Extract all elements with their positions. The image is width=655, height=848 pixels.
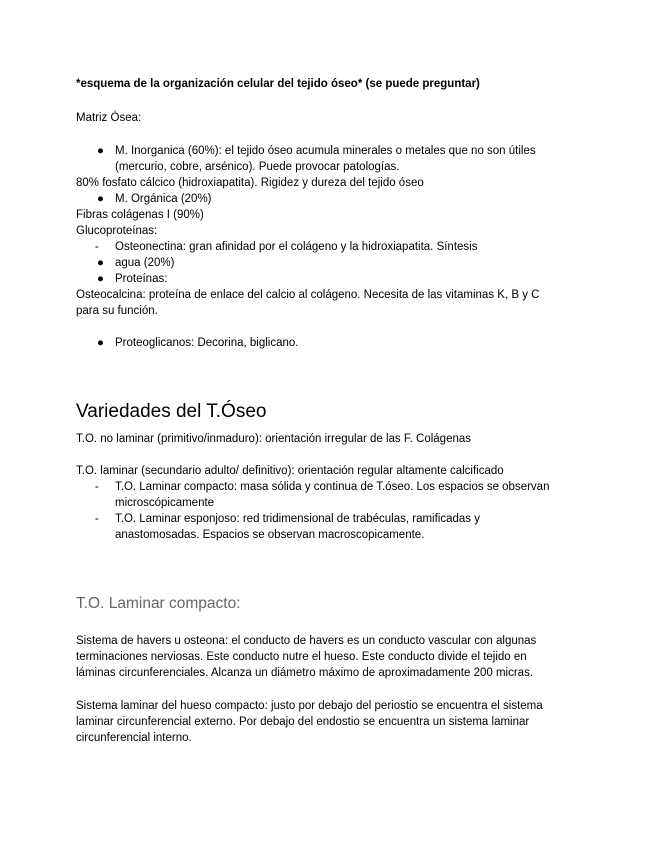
osteocalcina-line-2: para su función.	[76, 305, 158, 317]
compacto-line-1: T.O. Laminar compacto: masa sólida y continua de T.óseo. Los espacios se observan	[115, 481, 550, 493]
dash-marker: -	[95, 241, 99, 253]
no-laminar-line: T.O. no laminar (primitivo/inmaduro): orientación irregular de las F. Colágenas	[76, 433, 472, 445]
havers-line-3: láminas circunferenciales. Alcanza un diámetro máximo de aproximadamente 200 micras.	[76, 667, 534, 679]
bullet-marker: ●	[97, 273, 104, 285]
dash-marker: -	[95, 481, 99, 493]
fibras-line: Fibras colágenas I (90%)	[76, 209, 204, 221]
dash-marker: -	[95, 513, 99, 525]
agua-line: agua (20%)	[115, 257, 175, 269]
inorganica-line-2: (mercurio, cobre, arsénico). Puede provocar patologías.	[115, 161, 400, 173]
organica-line: M. Orgánica (20%)	[115, 193, 212, 205]
havers-line-1: Sistema de havers u osteona: el conducto de havers es un conducto vascular con algunas	[76, 635, 537, 647]
bullet-marker: ●	[97, 257, 104, 269]
heading-compacto: T.O. Laminar compacto:	[76, 595, 241, 612]
proteinas-line: Proteínas:	[115, 273, 168, 285]
osteocalcina-line-1: Osteocalcina: proteína de enlace del calcio al colágeno. Necesita de las vitaminas K, B y C	[76, 289, 540, 301]
compacto-line-2: microscópicamente	[115, 497, 215, 509]
esponjoso-line-2: anastomosadas. Espacios se observan macroscopicamente.	[115, 529, 425, 541]
sistema-line-3: circunferencial interno.	[76, 732, 192, 744]
bullet-marker: ●	[97, 337, 104, 349]
proteoglicanos-line: Proteoglicanos: Decorina, biglicano.	[115, 337, 299, 349]
document-title: *esquema de la organización celular del tejido óseo* (se puede preguntar)	[76, 78, 480, 90]
bullet-marker: ●	[97, 193, 104, 205]
sistema-line-1: Sistema laminar del hueso compacto: justo por debajo del periostio se encuentra el sistema	[76, 700, 543, 712]
laminar-line: T.O. laminar (secundario adulto/ definitivo): orientación regular altamente calcificado	[76, 465, 504, 477]
havers-line-2: terminaciones nerviosas. Este conducto nutre el hueso. Este conducto divide el tejido en	[76, 651, 527, 663]
esponjoso-line-1: T.O. Laminar esponjoso: red tridimensional de trabéculas, ramificadas y	[115, 513, 480, 525]
bullet-marker: ●	[97, 145, 104, 157]
sistema-line-2: laminar circunferencial externo. Por debajo del endostio se encuentra un sistema laminar	[76, 716, 530, 728]
fosfato-line: 80% fosfato cálcico (hidroxiapatita). Rigidez y dureza del tejido óseo	[76, 177, 424, 189]
matriz-label: Matriz Ósea:	[76, 112, 142, 124]
glucoproteinas-label: Glucoproteínas:	[76, 225, 158, 237]
osteonectina-line: Osteonectina: gran afinidad por el colágeno y la hidroxiapatita. Síntesis	[115, 241, 478, 253]
heading-variedades: Variedades del T.Óseo	[76, 401, 267, 422]
inorganica-line-1: M. Inorganica (60%): el tejido óseo acumula minerales o metales que no son útiles	[115, 145, 536, 157]
